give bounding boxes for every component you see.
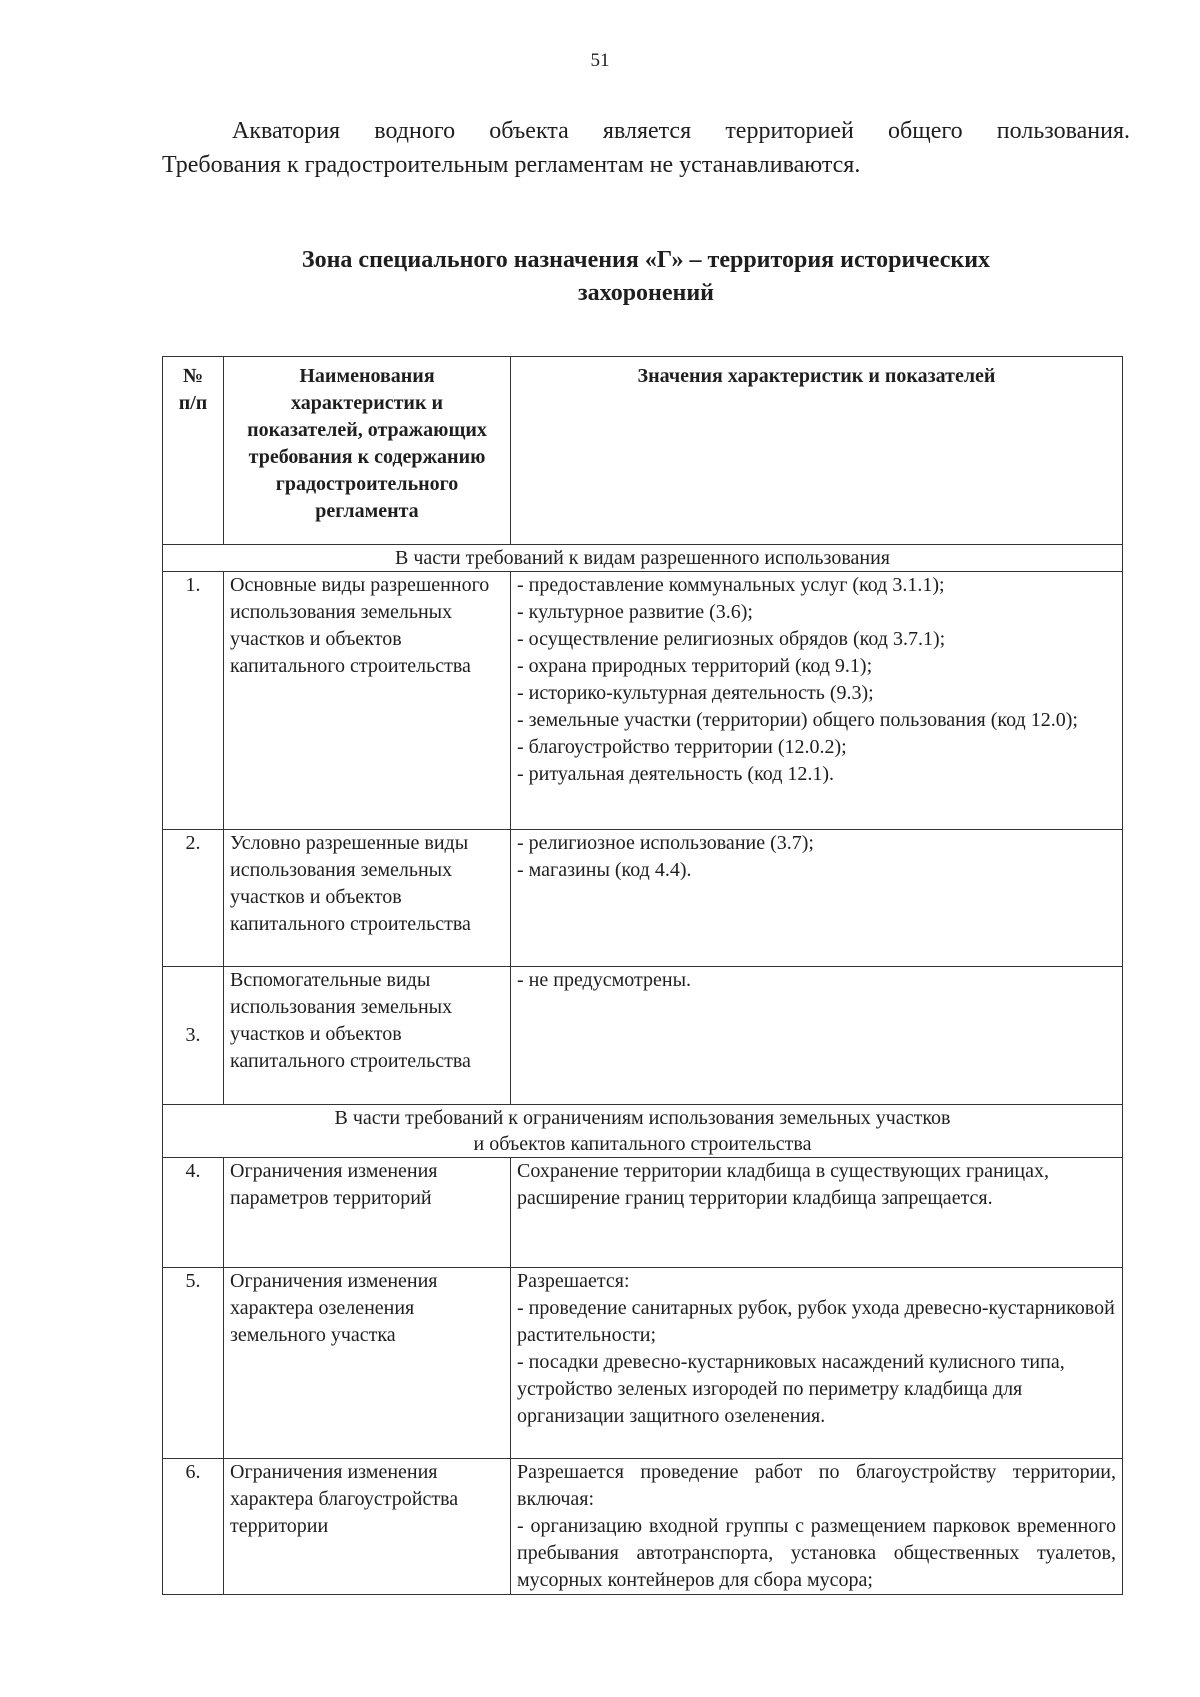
header-row	[163, 357, 1123, 545]
zone-title	[162, 244, 1130, 310]
row-number: 5.	[163, 1268, 224, 1459]
value-item: - ритуальная деятельность (код 12.1).	[517, 763, 835, 785]
value-item: - охрана природных территорий (код 9.1);	[517, 655, 873, 677]
row-name: Ограничения изменения характера озеленения земельного участка	[224, 1268, 511, 1459]
section-restrictions	[163, 1105, 1123, 1158]
value-item: - осуществление религиозных обрядов (код 3.7.1);	[517, 628, 946, 650]
table-row	[163, 1158, 1123, 1268]
zone-title-line-1: Зона специального назначения «Г» – территория исторических	[301, 247, 991, 273]
row-number: 1.	[163, 572, 224, 830]
value-item: - историко-культурная деятельность (9.3);	[517, 682, 874, 704]
row-name: Ограничения изменения характера благоустройства территории	[224, 1459, 511, 1595]
row-name: Вспомогательные виды использования земельных участков и объектов капитального строительства	[224, 967, 511, 1105]
row-number: 3.	[163, 967, 224, 1105]
row-values	[511, 1268, 1123, 1459]
row-number: 6.	[163, 1459, 224, 1595]
page-number: 51	[590, 50, 610, 71]
value-item: Разрешается:	[517, 1270, 630, 1292]
zone-title-line-2: захоронений	[577, 280, 715, 306]
table-row	[163, 1268, 1123, 1459]
value-item: - предоставление коммунальных услуг (код 3.1.1);	[517, 574, 945, 596]
row-values	[511, 830, 1123, 967]
value-item: - земельные участки (территории) общего пользования (код 12.0);	[517, 709, 1078, 731]
header-number: № п/п	[163, 357, 224, 545]
row-values	[511, 572, 1123, 830]
row-number: 2.	[163, 830, 224, 967]
row-name: Ограничения изменения параметров территорий	[224, 1158, 511, 1268]
value-item: - магазины (код 4.4).	[517, 859, 692, 881]
intro-line-2: Требования к градостроительным регламентам не устанавливаются.	[162, 152, 861, 178]
regulation-table	[162, 356, 1123, 1595]
table-row	[163, 830, 1123, 967]
intro-line-1: Акватория водного объекта является территорией общего пользования.	[232, 118, 1130, 144]
value-item: расширение границ территории кладбища запрещается.	[517, 1187, 993, 1209]
section-restrictions-line-1: В части требований к ограничениям использования земельных участков	[334, 1107, 951, 1129]
value-item: - не предусмотрены.	[517, 969, 692, 991]
row-number: 4.	[163, 1158, 224, 1268]
row-values	[511, 1158, 1123, 1268]
section-restrictions-line-2: и объектов капитального строительства	[473, 1133, 812, 1155]
value-item: Сохранение территории кладбища в существующих границах,	[517, 1160, 1050, 1182]
table-row	[163, 1459, 1123, 1595]
value-item: - организацию входной группы с размещением парковок временного пребывания автотранспорта, установка общественных туалетов, мусорных контейнеров для сбора мусора;	[517, 1515, 1116, 1591]
section-permitted-uses: В части требований к видам разрешенного использования	[163, 545, 1123, 572]
header-value: Значения характеристик и показателей	[511, 357, 1123, 545]
value-item: - посадки древесно-кустарниковых насаждений кулисного типа, устройство зеленых изгородей по периметру кладбища для организации защитного озеленения.	[517, 1351, 1065, 1427]
row-values	[511, 967, 1123, 1105]
intro-paragraph	[162, 114, 1130, 182]
value-item: - благоустройство территории (12.0.2);	[517, 736, 847, 758]
value-item: - культурное развитие (3.6);	[517, 601, 753, 623]
value-item: Разрешается проведение работ по благоустройству территории, включая:	[517, 1461, 1116, 1510]
row-name: Условно разрешенные виды использования земельных участков и объектов капитального строительства	[224, 830, 511, 967]
row-values	[511, 1459, 1123, 1595]
table-row	[163, 967, 1123, 1105]
table-row	[163, 572, 1123, 830]
value-item: - религиозное использование (3.7);	[517, 832, 814, 854]
row-name: Основные виды разрешенного использования земельных участков и объектов капитального строительства	[224, 572, 511, 830]
section-row	[163, 1105, 1123, 1158]
header-name: Наименования характеристик и показателей, отражающих требования к содержанию градостроительного регламента	[224, 357, 511, 545]
value-item: - проведение санитарных рубок, рубок ухода древесно-кустарниковой растительности;	[517, 1297, 1115, 1346]
section-row	[163, 545, 1123, 572]
